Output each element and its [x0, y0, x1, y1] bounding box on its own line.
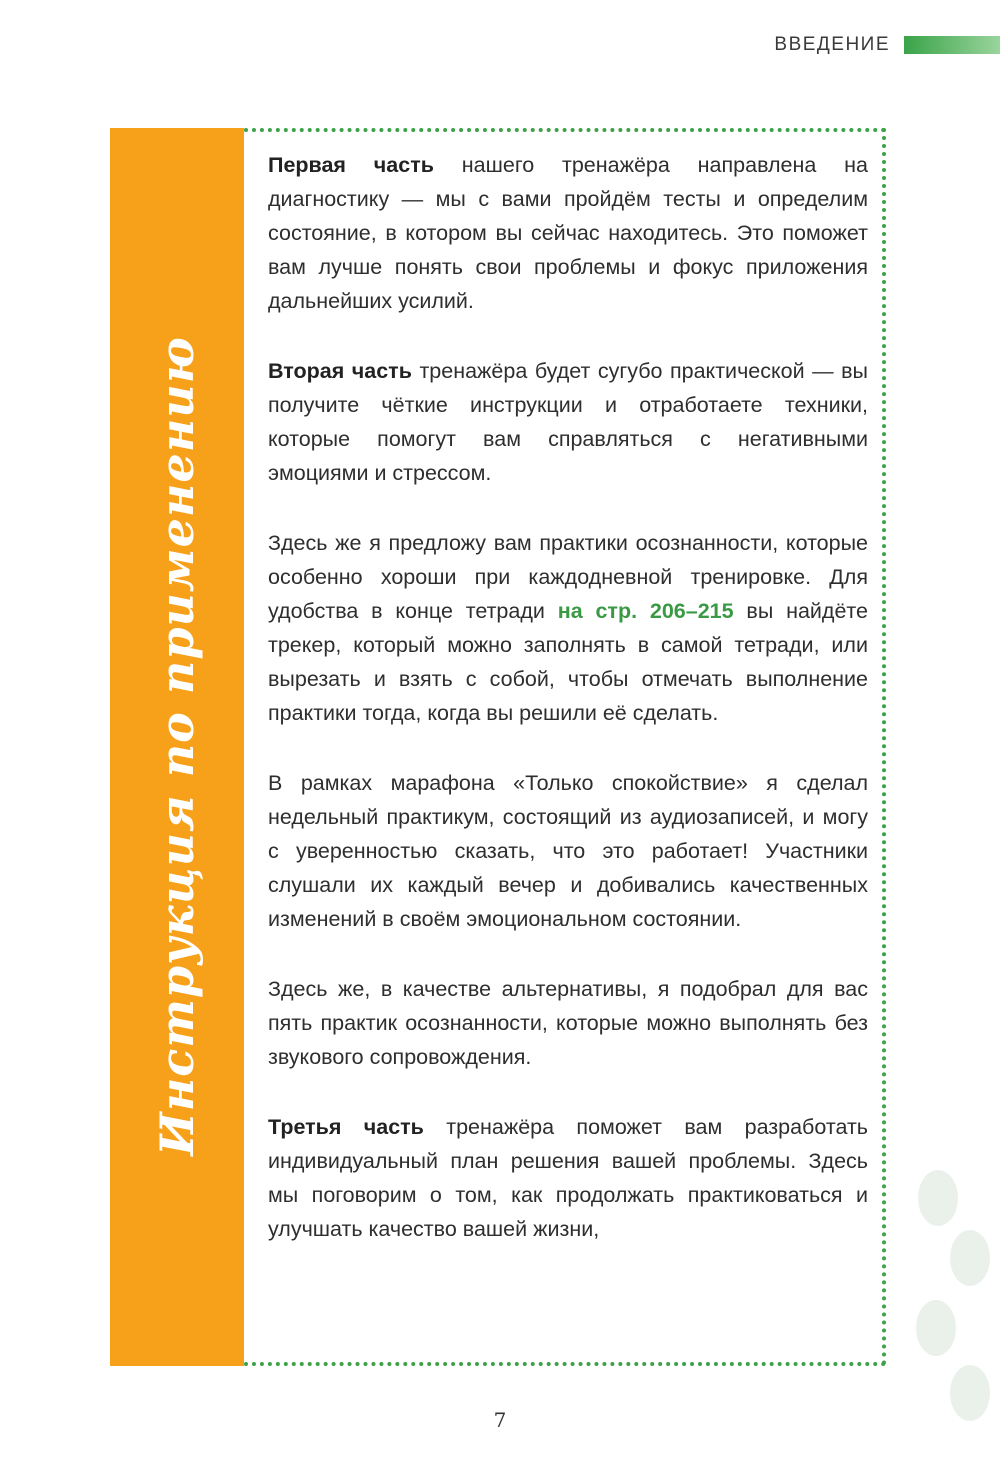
paragraph-2-bold: Вторая часть	[268, 359, 412, 383]
paragraph-2-text: тренажёра будет сугубо практической — вы получите чёткие инструкции и отработаете техники, которые помогут вам справляться с негативными эмоциями и стрессом.	[268, 359, 869, 485]
paragraph-6-bold: Третья часть	[268, 1115, 424, 1139]
section-label: ВВЕДЕНИЕ	[774, 34, 890, 55]
paragraph-1-bold: Первая часть	[268, 153, 434, 177]
sidebar-vertical-title: Инструкция по применению	[150, 336, 204, 1156]
paragraph-2	[268, 354, 868, 490]
paragraph-6-text: тренажёра поможет вам разработать индивидуальный план решения вашей проблемы. Здесь мы поговорим о том, как продолжать практиковаться и улучшать качество вашей жизни,	[268, 1115, 868, 1241]
paragraph-1	[268, 148, 868, 318]
paragraph-4: В рамках марафона «Только спокойствие» я сделал недельный практикум, состоящий из аудиозаписей, и могу с уверенностью сказать, что это работает! Участники слушали их каждый вечер и добивались качественных изменений в своём эмоциональном состоянии.	[268, 771, 868, 931]
leaf-decoration-icon	[950, 1230, 990, 1286]
paragraph-5: Здесь же, в качестве альтернативы, я подобрал для вас пять практик осознанности, которые можно выполнять без звукового сопровождения.	[268, 977, 868, 1069]
paragraph-6	[268, 1110, 868, 1246]
content-text	[268, 148, 868, 1282]
page-number: 7	[493, 1408, 507, 1432]
leaf-decoration-icon	[918, 1170, 958, 1226]
paragraph-3-text-before: Здесь же я предложу вам практики осознанности, которые особенно хороши при каждодневной тренировке. Для удобства в конце тетради	[268, 531, 868, 623]
leaf-decoration-icon	[916, 1300, 956, 1356]
header-accent-bar	[904, 36, 1000, 54]
paragraph-3	[268, 526, 868, 730]
page-reference-link[interactable]: на стр. 206–215	[557, 599, 734, 623]
paragraph-3-text-after: вы найдёте трекер, который можно заполнять в самой тетради, или вырезать и взять с собой, чтобы отмечать выполнение практики тогда, когда вы решили её сделать.	[268, 599, 868, 725]
paragraph-1-text: нашего тренажёра направлена на диагностику — мы с вами пройдём тесты и определим состояние, в котором вы сейчас находитесь. Это поможет вам лучше понять свои проблемы и фокус приложения дальнейших усилий.	[268, 153, 868, 313]
